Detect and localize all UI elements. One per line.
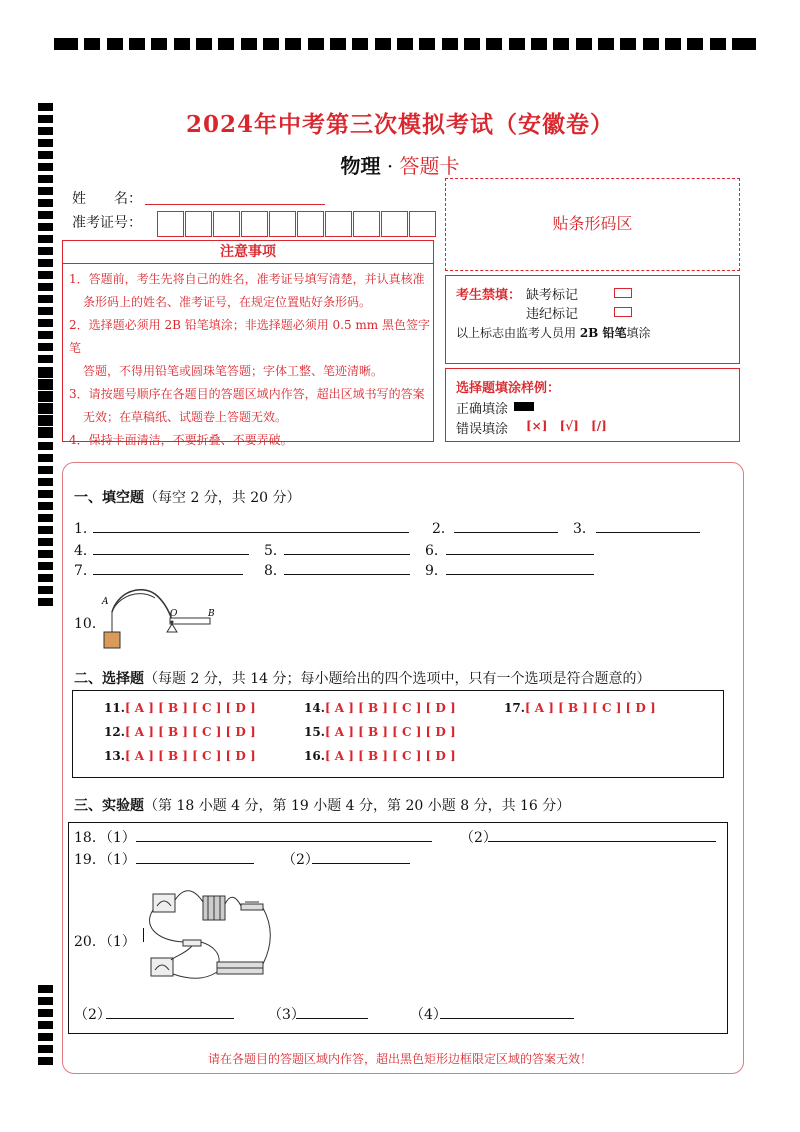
top-timing-marks [54, 38, 756, 52]
left-timing-marks-middle [38, 370, 54, 606]
absent-mark-box[interactable] [614, 288, 632, 298]
q1-label: 1． [74, 521, 97, 537]
section1-heading: 一、填空题（每空 2 分，共 20 分） [74, 490, 301, 506]
note-line: 答题，不得用铅笔或圆珠笔答题；字体工整、笔迹清晰。 [83, 364, 384, 378]
candidate-box [445, 275, 740, 364]
choice-row-16[interactable]: 16.[ A ] [ B ] [ C ] [ D ] [304, 749, 456, 763]
correct-fill-label: 正确填涂 [456, 402, 509, 417]
q20-3-answer-line[interactable] [296, 1018, 368, 1019]
note-line: 无效；在草稿纸、试题卷上答题无效。 [83, 410, 288, 424]
q7-label: 7． [74, 563, 97, 579]
figure-label-a: A [102, 597, 109, 607]
note-line: 条形码上的姓名、准考证号，在规定位置贴好条形码。 [83, 295, 372, 309]
notes-box [62, 240, 434, 447]
q20-1-text-cursor[interactable] [143, 928, 144, 942]
q10-figure[interactable] [100, 582, 220, 652]
q5-answer-line[interactable] [284, 554, 410, 555]
violation-label: 违纪标记 [526, 307, 579, 322]
q6-answer-line[interactable] [446, 554, 594, 555]
q3-label: 3． [573, 521, 596, 537]
q8-answer-line[interactable] [284, 574, 410, 575]
sheet-label: 答题卡 [399, 154, 460, 178]
q1-answer-line[interactable] [93, 532, 409, 533]
choice-row-13[interactable]: 13.[ A ] [ B ] [ C ] [ D ] [104, 749, 256, 763]
page-subtitle [0, 150, 800, 179]
q20-2-label: （2） [74, 1007, 111, 1023]
fill-sample-box [445, 368, 740, 442]
q9-label: 9． [425, 563, 448, 579]
sample-heading: 选择题填涂样例： [456, 381, 561, 396]
footer-warning: 请在各题目的答题区域内作答，超出黑色矩形边框限定区域的答案无效！ [207, 1052, 592, 1066]
note-line: 4．保持卡面清洁，不要折叠、不要弄破。 [69, 433, 293, 447]
correct-fill-sample [514, 402, 534, 411]
q4-answer-line[interactable] [93, 554, 249, 555]
q20-label: 20．（1） [74, 934, 136, 950]
violation-mark-box[interactable] [614, 307, 632, 317]
q7-answer-line[interactable] [93, 574, 243, 575]
note-line: 3．请按题号顺序在各题目的答题区域内作答，超出区域书写的答案 [69, 387, 425, 401]
q3-answer-line[interactable] [596, 532, 700, 533]
choice-row-17[interactable]: 17.[ A ] [ B ] [ C ] [ D ] [504, 701, 656, 715]
choice-row-15[interactable]: 15.[ A ] [ B ] [ C ] [ D ] [304, 725, 456, 739]
q18-2-answer-line[interactable] [488, 841, 716, 842]
q2-answer-line[interactable] [454, 532, 558, 533]
note-line: 1．答题前，考生先将自己的姓名，准考证号填写清楚，并认真核准 [69, 272, 425, 286]
q20-3-label: （3） [268, 1007, 305, 1023]
id-label: 准考证号： [72, 215, 142, 231]
q4-label: 4． [74, 543, 97, 559]
q8-label: 8． [264, 563, 287, 579]
q18-label: 18．（1） [74, 830, 136, 846]
q18-2-label: （2） [460, 830, 497, 846]
notes-heading: 注意事项 [63, 241, 433, 264]
subtitle-dot: · [386, 154, 394, 178]
q10-label: 10． [74, 616, 106, 632]
page-title: 2024年中考第三次模拟考试（安徽卷） [185, 111, 614, 138]
wrong-fill-label: 错误填涂 [456, 422, 509, 437]
barcode-area [445, 178, 740, 271]
choice-row-11[interactable]: 11.[ A ] [ B ] [ C ] [ D ] [104, 701, 256, 715]
id-number-boxes[interactable] [157, 211, 437, 237]
q20-4-answer-line[interactable] [440, 1018, 574, 1019]
choice-row-14[interactable]: 14.[ A ] [ B ] [ C ] [ D ] [304, 701, 456, 715]
section2-heading: 二、选择题（每题 2 分，共 14 分；每小题给出的四个选项中，只有一个选项是符合题意的） [74, 671, 651, 687]
q19-2-label: （2） [282, 852, 319, 868]
q5-label: 5． [264, 543, 287, 559]
name-label: 姓 名： [72, 191, 142, 207]
circuit-figure [145, 880, 275, 990]
q19-1-answer-line[interactable] [136, 863, 254, 864]
name-field[interactable] [145, 204, 325, 205]
absent-label: 缺考标记 [526, 288, 579, 303]
candidate-heading: 考生禁填： [456, 288, 522, 303]
q18-1-answer-line[interactable] [136, 841, 432, 842]
q20-2-answer-line[interactable] [106, 1018, 234, 1019]
q19-2-answer-line[interactable] [312, 863, 410, 864]
choice-row-12[interactable]: 12.[ A ] [ B ] [ C ] [ D ] [104, 725, 256, 739]
q2-label: 2． [432, 521, 455, 537]
barcode-label: 贴条形码区 [552, 214, 633, 233]
subject-label: 物理 [340, 154, 381, 178]
figure-label-o: O [170, 609, 178, 619]
q19-label: 19．（1） [74, 852, 136, 868]
section3-heading: 三、实验题（第 18 小题 4 分，第 19 小题 4 分，第 20 小题 8 分，共 16 分） [74, 798, 571, 814]
q6-label: 6． [425, 543, 448, 559]
figure-label-b: B [208, 609, 215, 619]
candidate-note: 以上标志由监考人员用 2B 铅笔填涂 [456, 326, 651, 340]
wrong-fill-samples: [×] [√] [/] [526, 419, 607, 433]
q9-answer-line[interactable] [446, 574, 594, 575]
q20-4-label: （4） [410, 1007, 447, 1023]
note-line: 2．选择题必须用 2B 铅笔填涂；非选择题必须用 0.5 mm 黑色签字笔 [69, 318, 431, 355]
